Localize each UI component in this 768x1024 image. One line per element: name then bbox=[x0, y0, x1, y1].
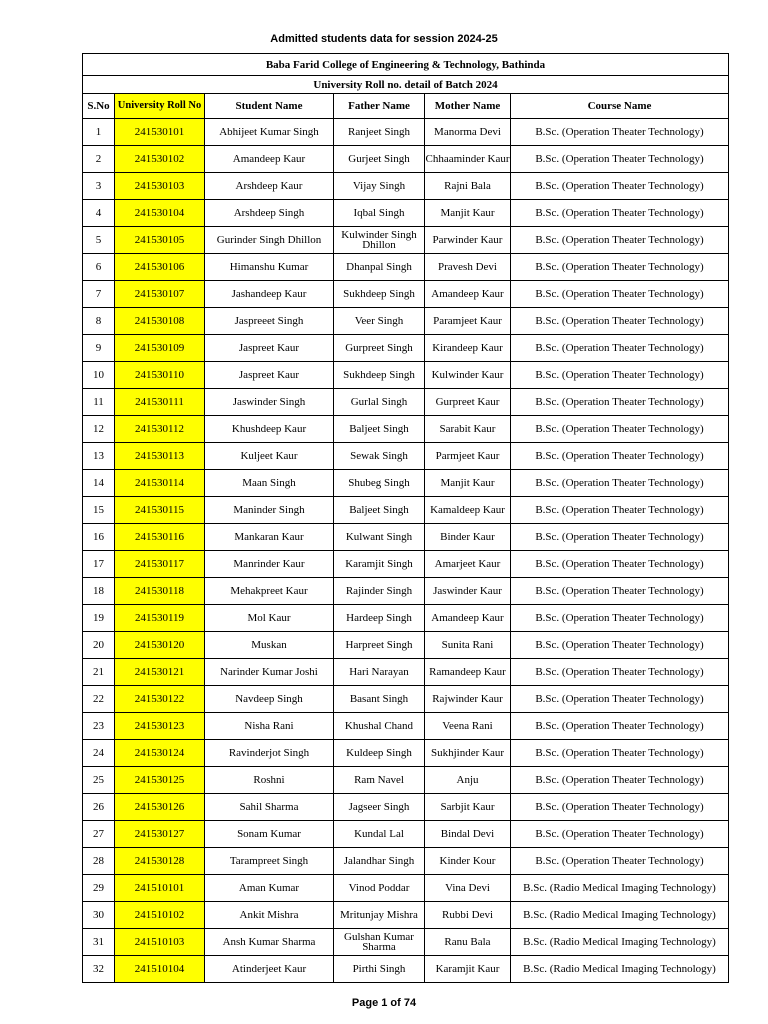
cell-student-name: Roshni bbox=[205, 767, 334, 794]
cell-father-name: Jagseer Singh bbox=[334, 794, 425, 821]
cell-course-name: B.Sc. (Operation Theater Technology) bbox=[511, 713, 729, 740]
cell-roll-no: 241530126 bbox=[115, 794, 205, 821]
cell-course-name: B.Sc. (Operation Theater Technology) bbox=[511, 281, 729, 308]
cell-student-name: Ankit Mishra bbox=[205, 902, 334, 929]
cell-course-name: B.Sc. (Operation Theater Technology) bbox=[511, 605, 729, 632]
cell-mother-name: Amarjeet Kaur bbox=[425, 551, 511, 578]
cell-sno: 9 bbox=[83, 335, 115, 362]
header-roll-no: University Roll No bbox=[115, 94, 205, 119]
cell-roll-no: 241530123 bbox=[115, 713, 205, 740]
cell-mother-name: Amandeep Kaur bbox=[425, 281, 511, 308]
cell-father-name: Shubeg Singh bbox=[334, 470, 425, 497]
cell-course-name: B.Sc. (Operation Theater Technology) bbox=[511, 632, 729, 659]
cell-roll-no: 241530113 bbox=[115, 443, 205, 470]
table-row bbox=[83, 713, 729, 740]
cell-student-name: Manrinder Kaur bbox=[205, 551, 334, 578]
cell-sno: 20 bbox=[83, 632, 115, 659]
table-row bbox=[83, 632, 729, 659]
page-number: Page 1 of 74 bbox=[351, 997, 417, 1009]
cell-student-name: Khushdeep Kaur bbox=[205, 416, 334, 443]
cell-father-name: Hari Narayan bbox=[334, 659, 425, 686]
cell-course-name: B.Sc. (Operation Theater Technology) bbox=[511, 254, 729, 281]
table-row bbox=[83, 821, 729, 848]
cell-father-name: Sewak Singh bbox=[334, 443, 425, 470]
cell-course-name: B.Sc. (Operation Theater Technology) bbox=[511, 335, 729, 362]
cell-sno: 6 bbox=[83, 254, 115, 281]
cell-roll-no: 241530128 bbox=[115, 848, 205, 875]
cell-mother-name: Sunita Rani bbox=[425, 632, 511, 659]
cell-student-name: Ansh Kumar Sharma bbox=[205, 929, 334, 956]
cell-student-name: Gurinder Singh Dhillon bbox=[205, 227, 334, 254]
table-row bbox=[83, 335, 729, 362]
table-row bbox=[83, 794, 729, 821]
cell-roll-no: 241530125 bbox=[115, 767, 205, 794]
cell-father-name: Rajinder Singh bbox=[334, 578, 425, 605]
cell-student-name: Himanshu Kumar bbox=[205, 254, 334, 281]
cell-father-name: Harpreet Singh bbox=[334, 632, 425, 659]
cell-father-name: Sukhdeep Singh bbox=[334, 281, 425, 308]
cell-sno: 10 bbox=[83, 362, 115, 389]
cell-roll-no: 241530118 bbox=[115, 578, 205, 605]
cell-mother-name: Kamaldeep Kaur bbox=[425, 497, 511, 524]
cell-student-name: Nisha Rani bbox=[205, 713, 334, 740]
cell-sno: 22 bbox=[83, 686, 115, 713]
table-row bbox=[83, 227, 729, 254]
cell-student-name: Abhijeet Kumar Singh bbox=[205, 119, 334, 146]
cell-course-name: B.Sc. (Operation Theater Technology) bbox=[511, 416, 729, 443]
cell-course-name: B.Sc. (Operation Theater Technology) bbox=[511, 686, 729, 713]
cell-sno: 14 bbox=[83, 470, 115, 497]
cell-sno: 13 bbox=[83, 443, 115, 470]
cell-roll-no: 241530105 bbox=[115, 227, 205, 254]
cell-sno: 30 bbox=[83, 902, 115, 929]
cell-roll-no: 241530104 bbox=[115, 200, 205, 227]
cell-father-name: Gulshan Kumar Sharma bbox=[334, 929, 425, 956]
cell-mother-name: Karamjit Kaur bbox=[425, 956, 511, 983]
cell-father-name: Vijay Singh bbox=[334, 173, 425, 200]
table-row bbox=[83, 308, 729, 335]
cell-father-name: Dhanpal Singh bbox=[334, 254, 425, 281]
cell-mother-name: Manjit Kaur bbox=[425, 200, 511, 227]
cell-course-name: B.Sc. (Operation Theater Technology) bbox=[511, 740, 729, 767]
cell-sno: 24 bbox=[83, 740, 115, 767]
header-student-name: Student Name bbox=[205, 94, 334, 119]
cell-sno: 16 bbox=[83, 524, 115, 551]
cell-mother-name: Parwinder Kaur bbox=[425, 227, 511, 254]
table-row bbox=[83, 767, 729, 794]
table-row bbox=[83, 929, 729, 956]
cell-roll-no: 241530117 bbox=[115, 551, 205, 578]
cell-course-name: B.Sc. (Radio Medical Imaging Technology) bbox=[511, 902, 729, 929]
header-course-name: Course Name bbox=[511, 94, 729, 119]
cell-father-name: Mritunjay Mishra bbox=[334, 902, 425, 929]
cell-father-name: Basant Singh bbox=[334, 686, 425, 713]
cell-mother-name: Pravesh Devi bbox=[425, 254, 511, 281]
cell-mother-name: Jaswinder Kaur bbox=[425, 578, 511, 605]
cell-course-name: B.Sc. (Operation Theater Technology) bbox=[511, 578, 729, 605]
cell-father-name: Kuldeep Singh bbox=[334, 740, 425, 767]
table-row bbox=[83, 605, 729, 632]
cell-mother-name: Kirandeep Kaur bbox=[425, 335, 511, 362]
table-header-row bbox=[83, 94, 729, 119]
cell-sno: 27 bbox=[83, 821, 115, 848]
cell-father-name: Baljeet Singh bbox=[334, 416, 425, 443]
cell-mother-name: Vina Devi bbox=[425, 875, 511, 902]
cell-sno: 25 bbox=[83, 767, 115, 794]
cell-father-name: Ranjeet Singh bbox=[334, 119, 425, 146]
cell-student-name: Kuljeet Kaur bbox=[205, 443, 334, 470]
cell-course-name: B.Sc. (Operation Theater Technology) bbox=[511, 146, 729, 173]
cell-father-name: Vinod Poddar bbox=[334, 875, 425, 902]
cell-course-name: B.Sc. (Operation Theater Technology) bbox=[511, 443, 729, 470]
cell-roll-no: 241530115 bbox=[115, 497, 205, 524]
cell-student-name: Sonam Kumar bbox=[205, 821, 334, 848]
cell-sno: 2 bbox=[83, 146, 115, 173]
cell-sno: 29 bbox=[83, 875, 115, 902]
cell-student-name: Jaswinder Singh bbox=[205, 389, 334, 416]
table-row bbox=[83, 740, 729, 767]
cell-roll-no: 241510103 bbox=[115, 929, 205, 956]
header-sno: S.No bbox=[83, 94, 115, 119]
cell-roll-no: 241510104 bbox=[115, 956, 205, 983]
cell-student-name: Arshdeep Kaur bbox=[205, 173, 334, 200]
cell-course-name: B.Sc. (Radio Medical Imaging Technology) bbox=[511, 875, 729, 902]
cell-mother-name: Ranu Bala bbox=[425, 929, 511, 956]
college-title: Baba Farid College of Engineering & Technology, Bathinda bbox=[83, 54, 729, 76]
cell-course-name: B.Sc. (Operation Theater Technology) bbox=[511, 119, 729, 146]
cell-course-name: B.Sc. (Operation Theater Technology) bbox=[511, 362, 729, 389]
cell-father-name: Kulwinder Singh Dhillon bbox=[334, 227, 425, 254]
table-row bbox=[83, 524, 729, 551]
cell-roll-no: 241530124 bbox=[115, 740, 205, 767]
cell-roll-no: 241530116 bbox=[115, 524, 205, 551]
cell-sno: 12 bbox=[83, 416, 115, 443]
cell-sno: 5 bbox=[83, 227, 115, 254]
cell-student-name: Jaspreet Kaur bbox=[205, 362, 334, 389]
cell-father-name: Jalandhar Singh bbox=[334, 848, 425, 875]
cell-student-name: Maninder Singh bbox=[205, 497, 334, 524]
cell-course-name: B.Sc. (Operation Theater Technology) bbox=[511, 848, 729, 875]
cell-roll-no: 241530108 bbox=[115, 308, 205, 335]
cell-student-name: Mankaran Kaur bbox=[205, 524, 334, 551]
table-row bbox=[83, 686, 729, 713]
cell-roll-no: 241530101 bbox=[115, 119, 205, 146]
cell-roll-no: 241530119 bbox=[115, 605, 205, 632]
cell-mother-name: Rajni Bala bbox=[425, 173, 511, 200]
batch-subtitle: University Roll no. detail of Batch 2024 bbox=[83, 76, 729, 94]
cell-student-name: Ravinderjot Singh bbox=[205, 740, 334, 767]
cell-father-name: Baljeet Singh bbox=[334, 497, 425, 524]
cell-roll-no: 241530107 bbox=[115, 281, 205, 308]
table-row bbox=[83, 362, 729, 389]
table-row bbox=[83, 497, 729, 524]
cell-sno: 32 bbox=[83, 956, 115, 983]
table-row bbox=[83, 848, 729, 875]
cell-course-name: B.Sc. (Operation Theater Technology) bbox=[511, 551, 729, 578]
cell-course-name: B.Sc. (Operation Theater Technology) bbox=[511, 308, 729, 335]
cell-father-name: Hardeep Singh bbox=[334, 605, 425, 632]
cell-sno: 19 bbox=[83, 605, 115, 632]
cell-mother-name: Rubbi Devi bbox=[425, 902, 511, 929]
header-father-name: Father Name bbox=[334, 94, 425, 119]
cell-sno: 1 bbox=[83, 119, 115, 146]
cell-student-name: Sahil Sharma bbox=[205, 794, 334, 821]
cell-mother-name: Parmjeet Kaur bbox=[425, 443, 511, 470]
cell-father-name: Pirthi Singh bbox=[334, 956, 425, 983]
table-row bbox=[83, 416, 729, 443]
cell-roll-no: 241530121 bbox=[115, 659, 205, 686]
cell-roll-no: 241530122 bbox=[115, 686, 205, 713]
table-row bbox=[83, 551, 729, 578]
cell-father-name: Kundal Lal bbox=[334, 821, 425, 848]
cell-roll-no: 241530112 bbox=[115, 416, 205, 443]
cell-mother-name: Manorma Devi bbox=[425, 119, 511, 146]
cell-course-name: B.Sc. (Operation Theater Technology) bbox=[511, 389, 729, 416]
cell-roll-no: 241530109 bbox=[115, 335, 205, 362]
table-row bbox=[83, 875, 729, 902]
cell-course-name: B.Sc. (Operation Theater Technology) bbox=[511, 659, 729, 686]
cell-roll-no: 241530103 bbox=[115, 173, 205, 200]
header-mother-name: Mother Name bbox=[425, 94, 511, 119]
cell-sno: 4 bbox=[83, 200, 115, 227]
table-row bbox=[83, 902, 729, 929]
cell-course-name: B.Sc. (Operation Theater Technology) bbox=[511, 227, 729, 254]
cell-father-name: Karamjit Singh bbox=[334, 551, 425, 578]
cell-student-name: Jaspreeet Singh bbox=[205, 308, 334, 335]
cell-roll-no: 241510101 bbox=[115, 875, 205, 902]
cell-mother-name: Ramandeep Kaur bbox=[425, 659, 511, 686]
cell-father-name: Gurlal Singh bbox=[334, 389, 425, 416]
cell-student-name: Arshdeep Singh bbox=[205, 200, 334, 227]
cell-mother-name: Sukhjinder Kaur bbox=[425, 740, 511, 767]
cell-sno: 23 bbox=[83, 713, 115, 740]
cell-course-name: B.Sc. (Operation Theater Technology) bbox=[511, 173, 729, 200]
cell-sno: 26 bbox=[83, 794, 115, 821]
cell-sno: 28 bbox=[83, 848, 115, 875]
cell-student-name: Mehakpreet Kaur bbox=[205, 578, 334, 605]
table-row bbox=[83, 443, 729, 470]
cell-course-name: B.Sc. (Operation Theater Technology) bbox=[511, 821, 729, 848]
cell-roll-no: 241510102 bbox=[115, 902, 205, 929]
cell-mother-name: Rajwinder Kaur bbox=[425, 686, 511, 713]
table-row bbox=[83, 281, 729, 308]
cell-roll-no: 241530127 bbox=[115, 821, 205, 848]
cell-mother-name: Anju bbox=[425, 767, 511, 794]
cell-sno: 21 bbox=[83, 659, 115, 686]
table-row bbox=[83, 578, 729, 605]
cell-roll-no: 241530120 bbox=[115, 632, 205, 659]
cell-student-name: Tarampreet Singh bbox=[205, 848, 334, 875]
table-row bbox=[83, 470, 729, 497]
table-row bbox=[83, 254, 729, 281]
cell-father-name: Ram Navel bbox=[334, 767, 425, 794]
cell-course-name: B.Sc. (Operation Theater Technology) bbox=[511, 200, 729, 227]
cell-course-name: B.Sc. (Radio Medical Imaging Technology) bbox=[511, 929, 729, 956]
cell-student-name: Maan Singh bbox=[205, 470, 334, 497]
cell-mother-name: Chhaaminder Kaur bbox=[425, 146, 511, 173]
cell-mother-name: Amandeep Kaur bbox=[425, 605, 511, 632]
cell-mother-name: Bindal Devi bbox=[425, 821, 511, 848]
table-row bbox=[83, 389, 729, 416]
cell-mother-name: Veena Rani bbox=[425, 713, 511, 740]
cell-father-name: Kulwant Singh bbox=[334, 524, 425, 551]
cell-course-name: B.Sc. (Operation Theater Technology) bbox=[511, 470, 729, 497]
cell-mother-name: Sarbjit Kaur bbox=[425, 794, 511, 821]
cell-sno: 17 bbox=[83, 551, 115, 578]
table-row bbox=[83, 146, 729, 173]
cell-sno: 18 bbox=[83, 578, 115, 605]
table-body bbox=[83, 119, 729, 983]
table-row bbox=[83, 119, 729, 146]
cell-student-name: Jashandeep Kaur bbox=[205, 281, 334, 308]
cell-student-name: Mol Kaur bbox=[205, 605, 334, 632]
cell-mother-name: Binder Kaur bbox=[425, 524, 511, 551]
cell-student-name: Aman Kumar bbox=[205, 875, 334, 902]
cell-father-name: Khushal Chand bbox=[334, 713, 425, 740]
cell-course-name: B.Sc. (Operation Theater Technology) bbox=[511, 524, 729, 551]
cell-mother-name: Paramjeet Kaur bbox=[425, 308, 511, 335]
cell-sno: 8 bbox=[83, 308, 115, 335]
table-row bbox=[83, 956, 729, 983]
cell-sno: 31 bbox=[83, 929, 115, 956]
cell-roll-no: 241530106 bbox=[115, 254, 205, 281]
cell-roll-no: 241530110 bbox=[115, 362, 205, 389]
cell-student-name: Navdeep Singh bbox=[205, 686, 334, 713]
cell-sno: 15 bbox=[83, 497, 115, 524]
cell-mother-name: Sarabit Kaur bbox=[425, 416, 511, 443]
cell-student-name: Atinderjeet Kaur bbox=[205, 956, 334, 983]
cell-father-name: Gurjeet Singh bbox=[334, 146, 425, 173]
cell-mother-name: Gurpreet Kaur bbox=[425, 389, 511, 416]
cell-course-name: B.Sc. (Operation Theater Technology) bbox=[511, 497, 729, 524]
cell-course-name: B.Sc. (Radio Medical Imaging Technology) bbox=[511, 956, 729, 983]
cell-student-name: Amandeep Kaur bbox=[205, 146, 334, 173]
cell-sno: 11 bbox=[83, 389, 115, 416]
cell-student-name: Narinder Kumar Joshi bbox=[205, 659, 334, 686]
cell-father-name: Veer Singh bbox=[334, 308, 425, 335]
cell-mother-name: Manjit Kaur bbox=[425, 470, 511, 497]
cell-mother-name: Kinder Kour bbox=[425, 848, 511, 875]
cell-roll-no: 241530114 bbox=[115, 470, 205, 497]
cell-roll-no: 241530102 bbox=[115, 146, 205, 173]
roll-number-table bbox=[82, 53, 729, 983]
cell-student-name: Muskan bbox=[205, 632, 334, 659]
cell-sno: 3 bbox=[83, 173, 115, 200]
cell-father-name: Iqbal Singh bbox=[334, 200, 425, 227]
table-row bbox=[83, 173, 729, 200]
cell-roll-no: 241530111 bbox=[115, 389, 205, 416]
cell-father-name: Sukhdeep Singh bbox=[334, 362, 425, 389]
table-row bbox=[83, 200, 729, 227]
cell-mother-name: Kulwinder Kaur bbox=[425, 362, 511, 389]
cell-course-name: B.Sc. (Operation Theater Technology) bbox=[511, 767, 729, 794]
cell-father-name: Gurpreet Singh bbox=[334, 335, 425, 362]
table-row bbox=[83, 659, 729, 686]
cell-course-name: B.Sc. (Operation Theater Technology) bbox=[511, 794, 729, 821]
document-caption: Admitted students data for session 2024-25 bbox=[270, 33, 498, 45]
cell-student-name: Jaspreet Kaur bbox=[205, 335, 334, 362]
cell-sno: 7 bbox=[83, 281, 115, 308]
